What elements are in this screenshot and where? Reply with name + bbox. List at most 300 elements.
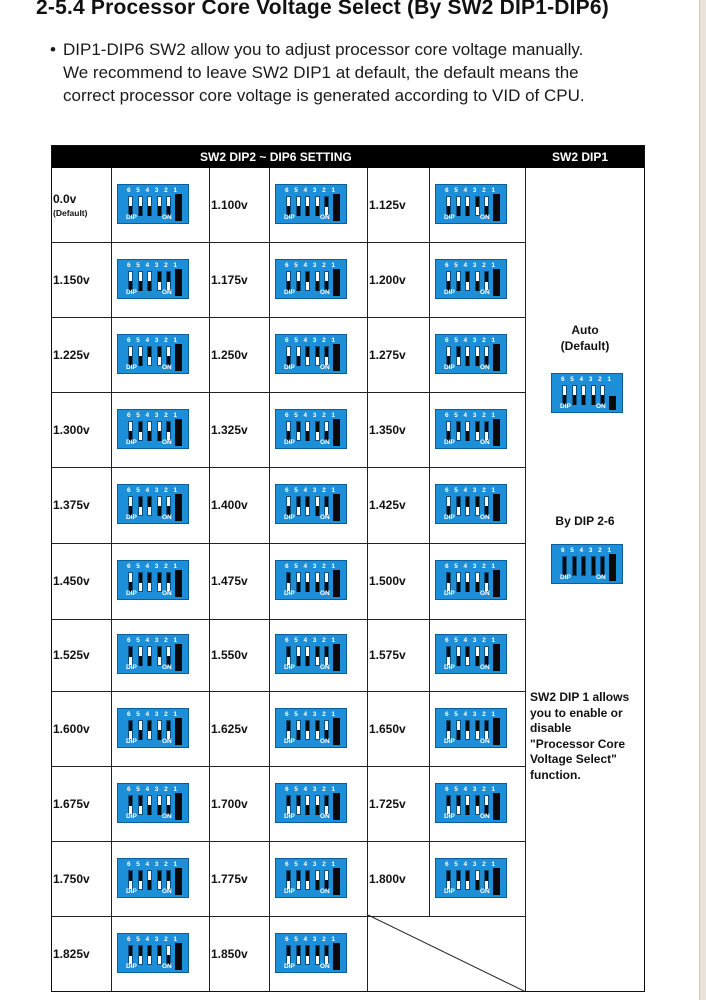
switch-lever bbox=[446, 646, 451, 666]
switch-lever bbox=[147, 720, 152, 740]
switch-lever bbox=[572, 385, 577, 405]
dip-label: DIP bbox=[126, 214, 137, 221]
switch-lever bbox=[484, 870, 489, 890]
switch-number: 3 bbox=[154, 711, 159, 718]
on-label: ON bbox=[480, 590, 490, 597]
switch-lever bbox=[315, 496, 320, 516]
voltage-label bbox=[211, 797, 248, 811]
switch-lever bbox=[128, 196, 133, 216]
cell-divider bbox=[111, 318, 112, 393]
switch-number: 1 bbox=[491, 412, 495, 419]
voltage-value: 1.450v bbox=[53, 574, 90, 588]
switch-number: 2 bbox=[322, 637, 326, 644]
switch-number: 4 bbox=[463, 563, 468, 570]
switch-lever bbox=[286, 196, 291, 216]
cell-divider bbox=[269, 917, 270, 992]
switch-numbers bbox=[285, 412, 335, 420]
switch-number: 2 bbox=[482, 412, 486, 419]
dip-label: DIP bbox=[126, 289, 137, 296]
switch-numbers bbox=[285, 563, 335, 571]
voltage-label bbox=[369, 574, 406, 588]
switch-number: 1 bbox=[173, 187, 177, 194]
switch-number: 4 bbox=[145, 936, 150, 943]
switch-number: 1 bbox=[331, 262, 335, 269]
dip-switch-icon bbox=[551, 373, 623, 413]
switch-number: 5 bbox=[136, 936, 140, 943]
switch-number: 6 bbox=[127, 936, 131, 943]
scrollbar[interactable] bbox=[699, 0, 706, 1000]
dip-switch-icon bbox=[435, 184, 507, 224]
switch-lever bbox=[296, 795, 301, 815]
switch-number: 4 bbox=[303, 563, 308, 570]
dip-label: DIP bbox=[284, 364, 295, 371]
voltage-label bbox=[211, 348, 248, 362]
on-label: ON bbox=[480, 214, 490, 221]
on-label: ON bbox=[162, 214, 172, 221]
switch-number: 5 bbox=[294, 936, 298, 943]
voltage-label bbox=[53, 722, 90, 736]
voltage-value: 1.100v bbox=[211, 198, 248, 212]
on-label: ON bbox=[596, 574, 606, 581]
switch-number: 3 bbox=[154, 786, 159, 793]
switch-lever bbox=[484, 795, 489, 815]
switch-number: 4 bbox=[303, 637, 308, 644]
switch-lever bbox=[296, 720, 301, 740]
voltage-value: 1.150v bbox=[53, 273, 90, 287]
switch-number: 2 bbox=[322, 711, 326, 718]
switch-lever bbox=[305, 720, 310, 740]
switch-number: 1 bbox=[491, 187, 495, 194]
voltage-value: 1.525v bbox=[53, 648, 90, 662]
switch-1-lever bbox=[333, 793, 340, 820]
switch-lever bbox=[166, 421, 171, 441]
switch-number: 5 bbox=[454, 786, 458, 793]
switch-number: 2 bbox=[322, 337, 326, 344]
on-label: ON bbox=[320, 514, 330, 521]
cell-divider bbox=[429, 767, 430, 842]
switch-lever bbox=[324, 572, 329, 592]
switch-number: 3 bbox=[472, 637, 477, 644]
switch-lever bbox=[138, 572, 143, 592]
voltage-cell bbox=[210, 468, 368, 544]
switch-1-lever bbox=[333, 344, 340, 371]
cell-divider bbox=[111, 393, 112, 468]
switch-lever bbox=[446, 496, 451, 516]
switch-lever bbox=[305, 795, 310, 815]
switch-lever bbox=[475, 271, 480, 291]
switch-number: 6 bbox=[127, 337, 131, 344]
dip-label: DIP bbox=[126, 963, 137, 970]
switch-lever bbox=[138, 795, 143, 815]
dip-label: DIP bbox=[444, 888, 455, 895]
switch-numbers bbox=[285, 936, 335, 944]
dip-label: DIP bbox=[444, 664, 455, 671]
switch-number: 2 bbox=[164, 187, 168, 194]
switch-number: 5 bbox=[294, 861, 298, 868]
switch-lever bbox=[157, 870, 162, 890]
switch-lever bbox=[157, 646, 162, 666]
switch-number: 5 bbox=[454, 412, 458, 419]
dip-label: DIP bbox=[444, 590, 455, 597]
switch-number: 4 bbox=[303, 337, 308, 344]
switch-number: 2 bbox=[164, 786, 168, 793]
switch-number: 5 bbox=[136, 786, 140, 793]
voltage-cell bbox=[368, 243, 526, 318]
voltage-value: 1.350v bbox=[369, 423, 406, 437]
switch-lever bbox=[147, 496, 152, 516]
switch-number: 1 bbox=[491, 711, 495, 718]
switch-lever bbox=[324, 795, 329, 815]
switch-lever bbox=[157, 795, 162, 815]
dip-label: DIP bbox=[444, 289, 455, 296]
switch-number: 2 bbox=[322, 936, 326, 943]
switch-1-lever bbox=[493, 868, 500, 895]
switch-number: 4 bbox=[303, 936, 308, 943]
voltage-label bbox=[211, 498, 248, 512]
switch-1-lever bbox=[175, 344, 182, 371]
note-line: function. bbox=[530, 767, 581, 782]
auto-label: Auto bbox=[571, 323, 599, 337]
on-label: ON bbox=[162, 963, 172, 970]
switch-number: 6 bbox=[445, 187, 449, 194]
switch-numbers bbox=[285, 487, 335, 495]
dip-switch-icon bbox=[435, 708, 507, 748]
switch-number: 1 bbox=[173, 262, 177, 269]
switch-lever bbox=[324, 196, 329, 216]
dip-switch-icon bbox=[275, 858, 347, 898]
voltage-label bbox=[369, 273, 406, 287]
switch-number: 4 bbox=[463, 412, 468, 419]
switch-number: 6 bbox=[445, 412, 449, 419]
switch-lever bbox=[446, 346, 451, 366]
switch-number: 1 bbox=[173, 786, 177, 793]
voltage-label bbox=[369, 722, 406, 736]
dip-label: DIP bbox=[444, 514, 455, 521]
switch-number: 1 bbox=[173, 637, 177, 644]
switch-number: 2 bbox=[482, 861, 486, 868]
switch-lever bbox=[138, 421, 143, 441]
voltage-value: 1.850v bbox=[211, 947, 248, 961]
voltage-value: 1.700v bbox=[211, 797, 248, 811]
voltage-value: 1.725v bbox=[369, 797, 406, 811]
dip-switch-icon bbox=[275, 334, 347, 374]
switch-lever bbox=[465, 720, 470, 740]
switch-lever bbox=[465, 795, 470, 815]
switch-number: 6 bbox=[285, 187, 289, 194]
switch-number: 1 bbox=[607, 376, 611, 383]
switch-lever bbox=[315, 870, 320, 890]
dip-label: DIP bbox=[126, 364, 137, 371]
bullet-icon: • bbox=[50, 40, 56, 59]
note-line: SW2 DIP 1 allows bbox=[530, 690, 630, 704]
cell-divider bbox=[111, 620, 112, 692]
switch-number: 5 bbox=[454, 187, 458, 194]
voltage-cell bbox=[210, 544, 368, 620]
switch-lever bbox=[305, 346, 310, 366]
switch-lever bbox=[315, 795, 320, 815]
switch-number: 6 bbox=[285, 412, 289, 419]
switch-numbers bbox=[445, 337, 495, 345]
switch-lever bbox=[138, 346, 143, 366]
switch-number: 4 bbox=[463, 861, 468, 868]
switch-lever bbox=[296, 196, 301, 216]
switch-number: 2 bbox=[482, 187, 486, 194]
voltage-label bbox=[53, 273, 90, 287]
switch-number: 4 bbox=[463, 786, 468, 793]
cell-divider bbox=[111, 468, 112, 544]
dip-switch-icon bbox=[275, 933, 347, 973]
voltage-value: 1.250v bbox=[211, 348, 248, 362]
voltage-cell bbox=[368, 767, 526, 842]
switch-number: 2 bbox=[164, 711, 168, 718]
cell-divider bbox=[111, 842, 112, 917]
switch-number: 4 bbox=[463, 711, 468, 718]
switch-lever bbox=[324, 720, 329, 740]
switch-number: 3 bbox=[312, 262, 317, 269]
dip-switch-icon bbox=[435, 560, 507, 600]
cell-divider bbox=[429, 243, 430, 318]
switch-lever bbox=[286, 870, 291, 890]
switch-1-lever bbox=[493, 718, 500, 745]
switch-1-lever bbox=[609, 396, 616, 410]
dip-switch-icon bbox=[275, 634, 347, 674]
switch-number: 6 bbox=[127, 861, 131, 868]
switch-number: 3 bbox=[472, 487, 477, 494]
switch-lever bbox=[446, 572, 451, 592]
switch-number: 1 bbox=[491, 337, 495, 344]
switch-number: 1 bbox=[331, 711, 335, 718]
dip-switch-icon bbox=[117, 933, 189, 973]
switch-lever bbox=[286, 945, 291, 965]
switch-number: 3 bbox=[472, 262, 477, 269]
table-header bbox=[52, 146, 644, 168]
cell-divider bbox=[429, 692, 430, 767]
switch-lever bbox=[475, 870, 480, 890]
switch-number: 3 bbox=[472, 786, 477, 793]
switch-lever bbox=[147, 572, 152, 592]
section-heading: 2-5.4 Processor Core Voltage Select (By SW2 DIP1-DIP6) bbox=[36, 0, 609, 19]
switch-lever bbox=[475, 720, 480, 740]
switch-lever bbox=[166, 271, 171, 291]
voltage-value: 1.400v bbox=[211, 498, 248, 512]
switch-lever bbox=[484, 346, 489, 366]
voltage-label bbox=[211, 872, 248, 886]
switch-lever bbox=[166, 795, 171, 815]
switch-number: 4 bbox=[463, 187, 468, 194]
voltage-value: 1.200v bbox=[369, 273, 406, 287]
voltage-label bbox=[211, 423, 248, 437]
switch-lever bbox=[591, 385, 596, 405]
switch-1-lever bbox=[609, 554, 616, 581]
switch-lever bbox=[166, 720, 171, 740]
cell-divider bbox=[429, 318, 430, 393]
cell-divider bbox=[429, 842, 430, 917]
on-label: ON bbox=[162, 289, 172, 296]
cell-divider bbox=[111, 168, 112, 243]
switch-numbers bbox=[127, 563, 177, 571]
voltage-value: 1.625v bbox=[211, 722, 248, 736]
switch-lever bbox=[465, 271, 470, 291]
switch-number: 5 bbox=[136, 412, 140, 419]
switch-lever bbox=[315, 720, 320, 740]
switch-number: 5 bbox=[294, 187, 298, 194]
switch-lever bbox=[456, 720, 461, 740]
switch-lever bbox=[128, 496, 133, 516]
switch-number: 5 bbox=[294, 711, 298, 718]
switch-1-lever bbox=[175, 644, 182, 671]
switch-lever bbox=[166, 196, 171, 216]
switch-lever bbox=[286, 795, 291, 815]
switch-number: 4 bbox=[463, 637, 468, 644]
on-label: ON bbox=[480, 664, 490, 671]
on-label: ON bbox=[320, 664, 330, 671]
switch-numbers bbox=[285, 637, 335, 645]
switch-numbers bbox=[127, 936, 177, 944]
switch-number: 6 bbox=[285, 861, 289, 868]
switch-number: 3 bbox=[472, 187, 477, 194]
switch-numbers bbox=[127, 637, 177, 645]
switch-number: 6 bbox=[561, 376, 565, 383]
voltage-label bbox=[211, 574, 248, 588]
switch-lever bbox=[128, 646, 133, 666]
switch-number: 4 bbox=[579, 547, 584, 554]
switch-number: 1 bbox=[491, 786, 495, 793]
switch-number: 1 bbox=[331, 412, 335, 419]
dip-label: DIP bbox=[284, 963, 295, 970]
switch-number: 6 bbox=[561, 547, 565, 554]
switch-number: 2 bbox=[322, 187, 326, 194]
switch-lever bbox=[157, 421, 162, 441]
on-label: ON bbox=[320, 738, 330, 745]
intro-line-1: DIP1-DIP6 SW2 allow you to adjust processor core voltage manually. bbox=[63, 40, 584, 59]
switch-number: 5 bbox=[136, 187, 140, 194]
switch-lever bbox=[138, 271, 143, 291]
switch-1-lever bbox=[493, 419, 500, 446]
voltage-label bbox=[211, 947, 248, 961]
dip-switch-icon bbox=[275, 560, 347, 600]
switch-number: 4 bbox=[303, 412, 308, 419]
switch-number: 1 bbox=[173, 711, 177, 718]
switch-number: 6 bbox=[445, 262, 449, 269]
dip-switch-icon bbox=[117, 409, 189, 449]
switch-lever bbox=[305, 421, 310, 441]
switch-lever bbox=[315, 572, 320, 592]
cell-divider bbox=[429, 468, 430, 544]
switch-lever bbox=[147, 646, 152, 666]
switch-number: 6 bbox=[127, 412, 131, 419]
voltage-label bbox=[53, 947, 90, 961]
switch-lever bbox=[147, 271, 152, 291]
switch-numbers bbox=[285, 861, 335, 869]
switch-numbers bbox=[285, 337, 335, 345]
voltage-label bbox=[53, 348, 90, 362]
switch-number: 4 bbox=[303, 487, 308, 494]
voltage-label bbox=[211, 198, 248, 212]
switch-lever bbox=[286, 720, 291, 740]
on-label: ON bbox=[320, 963, 330, 970]
dip-label: DIP bbox=[284, 289, 295, 296]
switch-numbers bbox=[445, 187, 495, 195]
switch-lever bbox=[446, 421, 451, 441]
switch-lever bbox=[296, 870, 301, 890]
dip-switch-icon bbox=[275, 783, 347, 823]
switch-number: 3 bbox=[154, 487, 159, 494]
voltage-label bbox=[369, 872, 406, 886]
switch-number: 3 bbox=[472, 412, 477, 419]
switch-number: 5 bbox=[294, 337, 298, 344]
switch-lever bbox=[465, 572, 470, 592]
voltage-label bbox=[369, 423, 406, 437]
voltage-cell bbox=[368, 842, 526, 917]
switch-lever bbox=[157, 346, 162, 366]
switch-number: 4 bbox=[145, 861, 150, 868]
switch-number: 6 bbox=[127, 187, 131, 194]
switch-numbers bbox=[445, 412, 495, 420]
voltage-cell bbox=[210, 393, 368, 468]
switch-lever bbox=[456, 196, 461, 216]
switch-number: 6 bbox=[285, 337, 289, 344]
switch-lever bbox=[456, 421, 461, 441]
switch-1-lever bbox=[333, 570, 340, 597]
switch-number: 6 bbox=[285, 936, 289, 943]
dip-switch-icon bbox=[435, 334, 507, 374]
voltage-label bbox=[369, 348, 406, 362]
switch-number: 4 bbox=[303, 786, 308, 793]
switch-lever bbox=[157, 945, 162, 965]
switch-number: 1 bbox=[173, 861, 177, 868]
switch-number: 2 bbox=[482, 637, 486, 644]
dip-switch-icon bbox=[275, 259, 347, 299]
on-label: ON bbox=[162, 439, 172, 446]
on-label: ON bbox=[596, 403, 606, 410]
voltage-cell bbox=[210, 620, 368, 692]
switch-number: 1 bbox=[491, 637, 495, 644]
switch-number: 2 bbox=[164, 337, 168, 344]
switch-lever bbox=[296, 646, 301, 666]
voltage-label bbox=[53, 648, 90, 662]
dip-label: DIP bbox=[284, 590, 295, 597]
switch-lever bbox=[562, 385, 567, 405]
switch-lever bbox=[591, 556, 596, 576]
switch-number: 2 bbox=[482, 337, 486, 344]
switch-number: 2 bbox=[598, 376, 602, 383]
switch-number: 6 bbox=[127, 262, 131, 269]
header-sw2-dip1: SW2 DIP1 bbox=[552, 150, 609, 164]
voltage-value: 1.600v bbox=[53, 722, 90, 736]
switch-number: 1 bbox=[173, 936, 177, 943]
switch-number: 5 bbox=[294, 637, 298, 644]
switch-1-lever bbox=[333, 494, 340, 521]
switch-number: 4 bbox=[145, 487, 150, 494]
switch-number: 2 bbox=[482, 563, 486, 570]
switch-lever bbox=[315, 346, 320, 366]
note-line: you to enable or bbox=[530, 705, 623, 720]
dip-switch-icon bbox=[275, 708, 347, 748]
switch-1-lever bbox=[333, 868, 340, 895]
switch-number: 5 bbox=[294, 412, 298, 419]
voltage-cell bbox=[210, 168, 368, 243]
switch-1-lever bbox=[493, 269, 500, 296]
on-label: ON bbox=[480, 514, 490, 521]
switch-numbers bbox=[445, 563, 495, 571]
dip-label: DIP bbox=[560, 403, 571, 410]
voltage-value: 1.175v bbox=[211, 273, 248, 287]
switch-number: 3 bbox=[588, 376, 593, 383]
switch-lever bbox=[166, 870, 171, 890]
auto-default-label bbox=[526, 322, 644, 354]
voltage-cell bbox=[368, 692, 526, 767]
switch-number: 2 bbox=[482, 262, 486, 269]
